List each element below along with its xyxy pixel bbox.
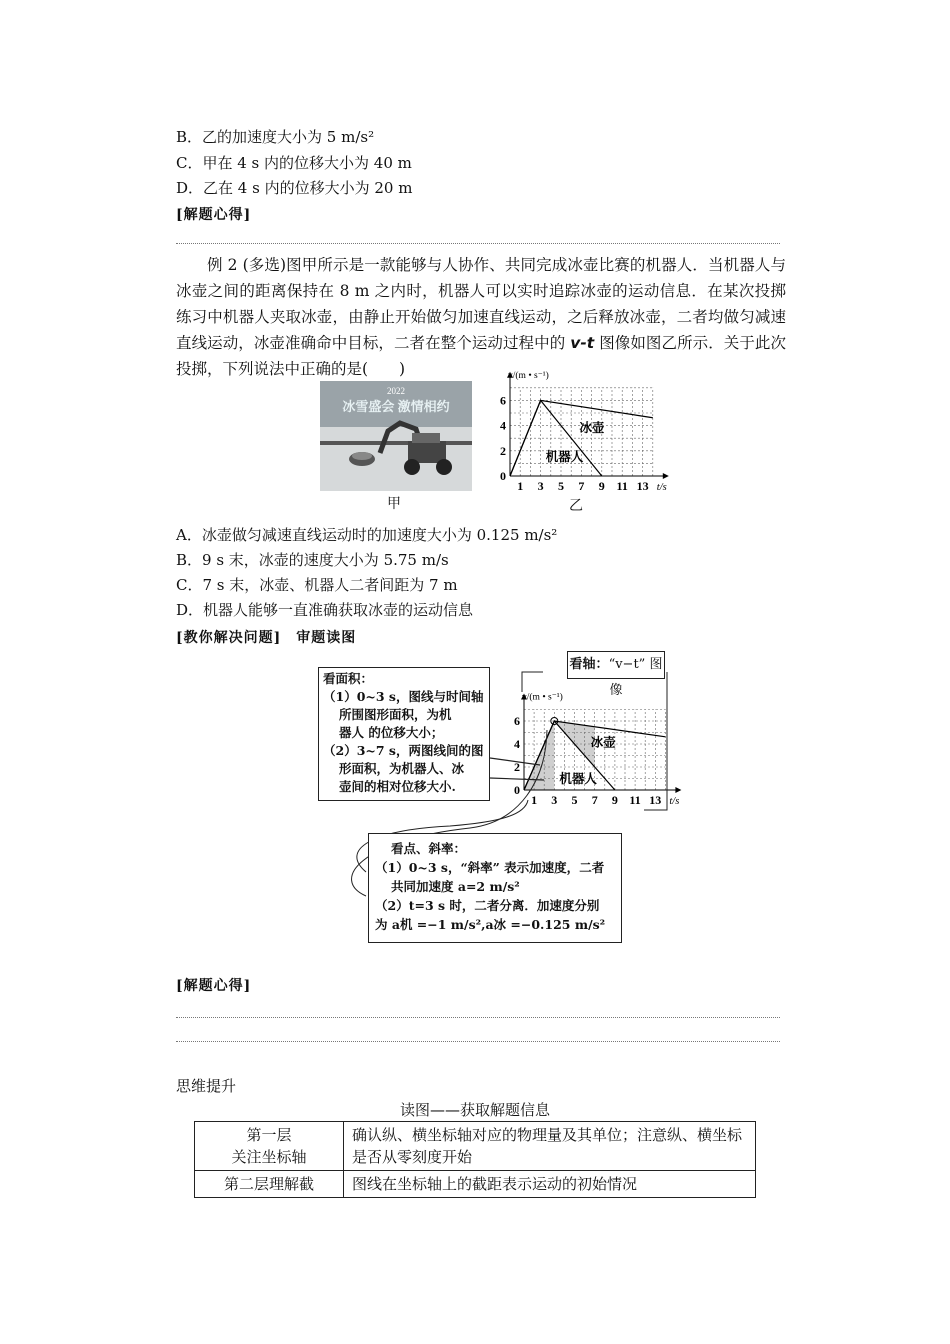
answer-line-2 (176, 1041, 780, 1042)
option-d-ex2: D．机器人能够一直准确获取冰壶的运动信息 (176, 601, 474, 619)
table-row (195, 1171, 756, 1198)
series-label-robot: 机器人 (545, 449, 584, 464)
siwei-table (194, 1121, 756, 1198)
series-label-robot: 机器人 (559, 772, 597, 787)
table-cell-left (195, 1122, 344, 1171)
axis-callout-title: 看轴： (569, 657, 609, 672)
x-tick-label: 11 (629, 793, 641, 807)
y-tick-label: 6 (500, 393, 506, 408)
x-axis-label: t/s (656, 482, 667, 493)
area-callout-line-0: 看面积： (323, 671, 374, 686)
slope-callout-line-1: （1）0~3 s，“斜率” 表示加速度，二者 (375, 860, 605, 875)
row2-right: 图线在坐标轴上的截距表示运动的初始情况 (344, 1171, 756, 1198)
heading-teach: [教你解决问题] 审题读图 (176, 630, 357, 646)
x-tick-label: 13 (636, 479, 649, 493)
x-tick-label: 9 (611, 793, 618, 807)
example2-lead: 例 2 (多选)图甲所示是一款能够与人协作、共同完成冰壶比赛的机器人．当机器人与冰壶之间的距离保持在 8 m 之内时，机器人可以实时追踪冰壶的运动信息．在某次投掷练习中机器人夹取冰壶，由静止开始做匀加速直线运动，之后释放冰壶，二者均做匀减速直线运动，冰壶准确命中目标，二者在整个运动过程中的 (176, 256, 786, 352)
photo-banner-year: 2022 (387, 386, 405, 396)
example2-vt: v-t (570, 334, 595, 352)
option-d-top: D．乙在 4 s 内的位移大小为 20 m (176, 179, 413, 197)
area-callout-box (318, 667, 490, 801)
row2-left: 第二层理解截 (195, 1171, 344, 1198)
slope-callout-line-0: 看点、斜率： (391, 841, 467, 856)
option-c-ex2: C．7 s 末，冰壶、机器人二者间距为 7 m (176, 576, 458, 594)
x-tick-label: 13 (649, 793, 662, 807)
y-tick-label: 4 (514, 737, 520, 751)
option-b-ex2: B．9 s 末，冰壶的速度大小为 5.75 m/s (176, 551, 449, 569)
x-tick-label: 3 (537, 479, 544, 493)
x-tick-label: 11 (616, 479, 628, 493)
answer-line-1 (176, 1017, 780, 1018)
y-tick-label: 4 (500, 418, 506, 433)
option-c-top: C．甲在 4 s 内的位移大小为 40 m (176, 154, 412, 172)
area-callout-line-2: 所围图形面积，为机 (339, 707, 452, 722)
option-a-ex2: A．冰壶做匀减速直线运动时的加速度大小为 0.125 m/s² (176, 526, 558, 544)
x-tick-label: 3 (551, 793, 558, 807)
area-callout-line-6: 壶间的相对位移大小. (339, 779, 456, 794)
axis-callout-text: “v−t” 图像 (608, 657, 663, 698)
slope-callout-line-4: 为 a机 =−1 m/s²,a冰 =−0.125 m/s² (375, 917, 606, 932)
y-tick-label: 0 (514, 783, 520, 797)
slope-callout-box (368, 833, 622, 943)
x-tick-label: 7 (591, 793, 598, 807)
series-label-curling-stone: 冰壶 (590, 735, 616, 750)
example2-text (176, 252, 786, 382)
option-b-top: B．乙的加速度大小为 5 m/s² (176, 128, 375, 146)
heading-xinde-2: [解题心得] (176, 978, 252, 994)
x-tick-label: 5 (571, 793, 578, 807)
siwei-table-title: 读图——获取解题信息 (399, 1101, 550, 1119)
heading-xinde: [解题心得] (176, 207, 252, 223)
axis-callout-box (567, 651, 665, 698)
x-tick-label: 1 (517, 479, 524, 493)
x-tick-label: 7 (578, 479, 585, 493)
area-callout-line-3: 器人 的位移大小； (339, 725, 444, 740)
y-tick-label: 2 (514, 760, 520, 774)
y-tick-label: 6 (514, 714, 520, 728)
area-callout-line-5: 形面积，为机器人、冰 (339, 761, 465, 776)
robot-photo-image (320, 381, 472, 491)
table-cell-right: 确认纵、横坐标轴对应的物理量及其单位；注意纵、横坐标是否从零刻度开始 (344, 1122, 756, 1171)
x-tick-label: 9 (598, 479, 605, 493)
y-tick-label: 2 (500, 443, 506, 458)
siwei-title: 思维提升 (176, 1077, 237, 1095)
vt-chart (490, 370, 670, 510)
robot-photo (320, 381, 472, 491)
series-label-curling-stone: 冰壶 (579, 420, 605, 435)
y-axis-label: v/(m • s⁻¹) (508, 370, 549, 381)
table-row (195, 1122, 756, 1171)
answer-line (176, 243, 780, 244)
y-tick-label: 0 (500, 469, 506, 483)
x-tick-label: 1 (531, 793, 538, 807)
row1-left-line1: 第一层 (246, 1126, 292, 1144)
x-axis-label: t/s (669, 796, 680, 807)
example2-tail: 图像如图乙所示．关于此次投掷，下列说法中正确的是( ) (176, 334, 786, 378)
photo-banner-text: 冰雪盛会 激情相约 (342, 399, 450, 414)
area-callout-line-1: （1）0~3 s，图线与时间轴 (323, 689, 484, 704)
x-axis-arrow (663, 473, 669, 479)
slope-callout-line-3: （2）t=3 s 时，二者分离．加速度分别 (375, 898, 600, 913)
slope-callout-line-2: 共同加速度 a=2 m/s² (391, 879, 520, 894)
chart-caption: 乙 (569, 498, 583, 514)
photo-caption: 甲 (387, 496, 401, 512)
x-tick-label: 5 (558, 479, 564, 493)
row1-left-line2: 关注坐标轴 (231, 1148, 307, 1166)
area-callout-line-4: （2）3~7 s，两图线间的图 (323, 743, 484, 758)
y-axis-label: v/(m • s⁻¹) (522, 692, 563, 703)
